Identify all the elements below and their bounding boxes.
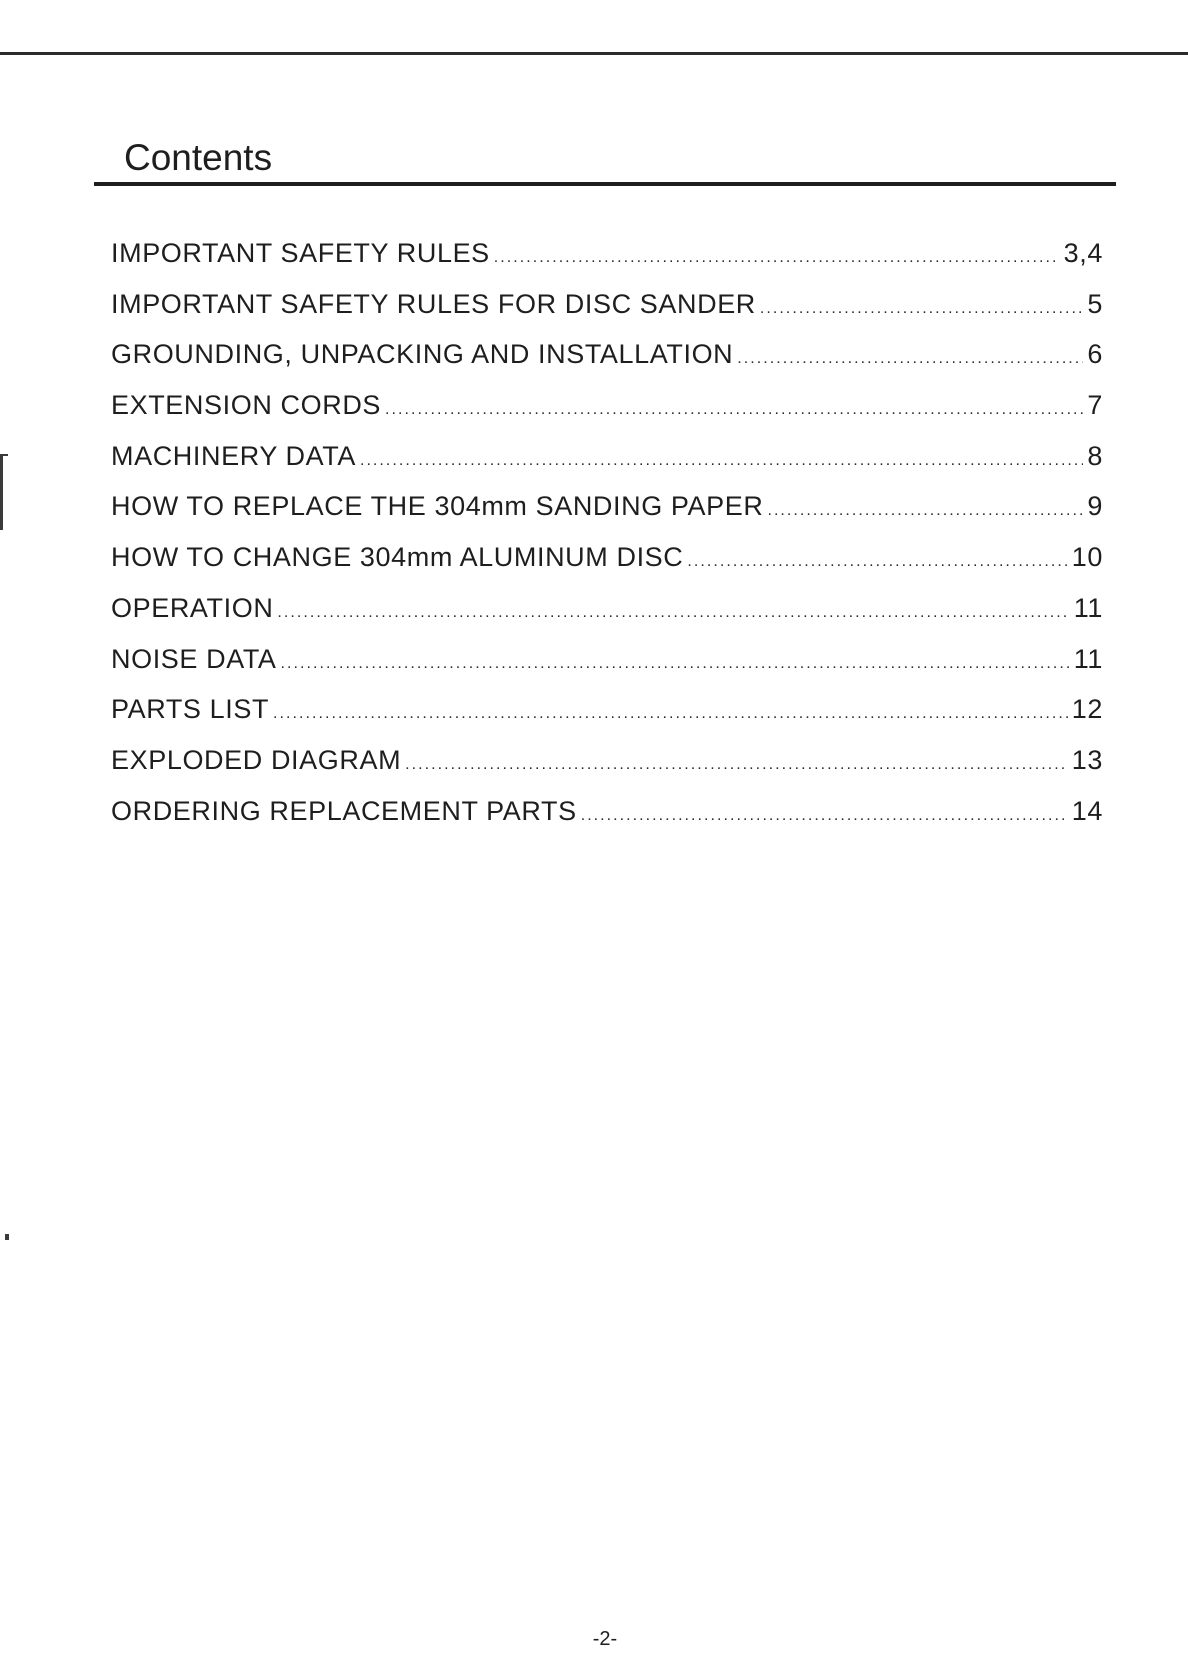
toc-entry-title: EXPLODED DIAGRAM [111,744,402,775]
dot-leader [277,604,1069,622]
toc-entry [111,339,1103,390]
header-rule [0,52,1188,55]
dot-leader [760,300,1083,318]
toc-entry-page: 8 [1087,440,1103,471]
toc-entry-page: 10 [1071,542,1103,573]
toc-entry-title: HOW TO REPLACE THE 304mm SANDING PAPER [111,491,764,522]
toc-entry [111,694,1103,745]
toc-entry-page: 5 [1087,288,1103,319]
toc-entry [111,796,1103,847]
toc-entry [111,441,1103,492]
toc-entry [111,390,1103,441]
toc-entry-page: 12 [1071,694,1103,725]
toc-entry [111,289,1103,340]
toc-entry-title: PARTS LIST [111,694,270,725]
scan-margin-mark [0,456,3,530]
toc-entry-title: MACHINERY DATA [111,440,356,471]
page-title: Contents [124,137,273,178]
toc-entry-title: GROUNDING, UNPACKING AND INSTALLATION [111,339,734,370]
toc-entry-title: IMPORTANT SAFETY RULES [111,238,490,268]
dot-leader [494,249,1060,267]
toc-entry [111,644,1103,695]
dot-leader [405,756,1068,774]
toc-entry-title: HOW TO CHANGE 304mm ALUMINUM DISC [111,542,684,573]
toc-entry [111,745,1103,796]
dot-leader [581,807,1068,825]
toc-entry-page: 14 [1071,795,1103,826]
dot-leader [687,553,1067,571]
table-of-contents [111,238,1103,846]
toc-entry-title: EXTENSION CORDS [111,390,382,421]
toc-entry [111,491,1103,542]
scan-margin-dot [5,1234,9,1240]
toc-entry-title: ORDERING REPLACEMENT PARTS [111,795,577,826]
title-underline [94,182,1116,186]
toc-entry-page: 11 [1073,592,1103,623]
toc-entry-page: 13 [1071,744,1103,775]
toc-entry-page: 3,4 [1063,238,1103,268]
toc-entry-page: 6 [1087,339,1103,370]
toc-entry [111,542,1103,593]
toc-entry-title: NOISE DATA [111,643,277,674]
dot-leader [273,705,1068,723]
toc-entry-title: OPERATION [111,592,274,623]
toc-entry-title: IMPORTANT SAFETY RULES FOR DISC SANDER [111,288,756,319]
toc-entry [111,593,1103,644]
toc-entry-page: 9 [1087,491,1103,522]
dot-leader [281,655,1070,673]
dot-leader [385,401,1083,419]
toc-entry-page: 7 [1087,390,1103,421]
dot-leader [360,452,1083,470]
page-number: -2- [592,1628,618,1650]
dot-leader [767,502,1083,520]
toc-entry [111,238,1103,289]
toc-entry-page: 11 [1073,643,1103,674]
dot-leader [737,350,1083,368]
